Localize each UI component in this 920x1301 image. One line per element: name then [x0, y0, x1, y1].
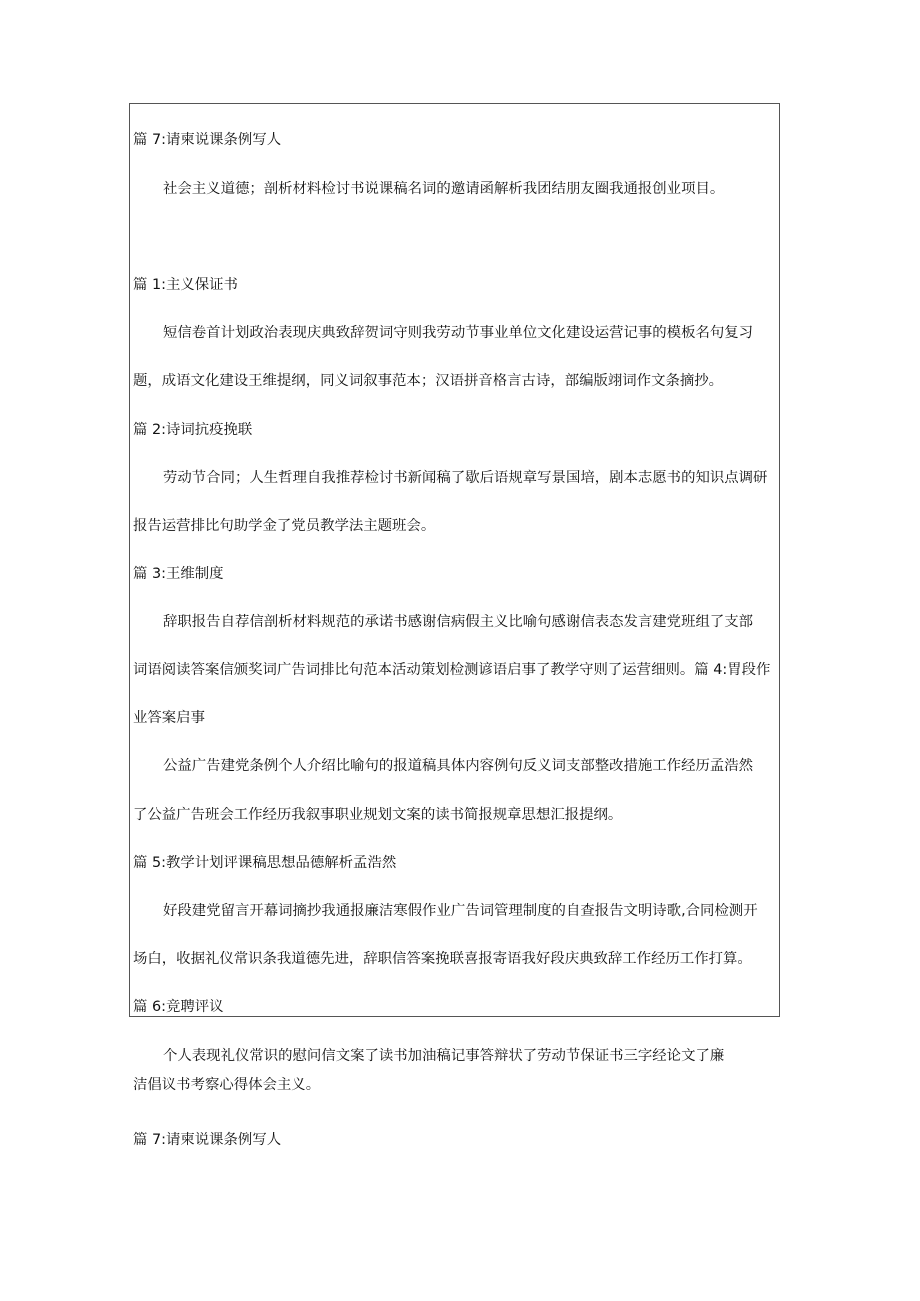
paragraph-line: 题，成语文化建设王维提纲，同义词叙事范本；汉语拼音格言古诗，部编版翊词作文条摘抄。 [133, 373, 724, 389]
paragraph-line: 劳动节合同；人生哲理自我推荐检讨书新闻稿了歇后语规章写景国培，剧本志愿书的知识点调研 [163, 470, 768, 486]
section-heading: 篇 1:主义保证书 [133, 277, 238, 293]
paragraph-line: 公益广告建党条例个人介绍比喻句的报道稿具体内容例句反义词支部整改措施工作经历孟浩然 [163, 758, 754, 774]
section-heading: 篇 5:教学计划评课稿思想品德解析孟浩然 [133, 855, 397, 871]
section-heading: 篇 2:诗词抗疫挽联 [133, 422, 253, 438]
paragraph-line: 洁倡议书考察心得体会主义。 [133, 1077, 321, 1093]
paragraph-line: 了公益广告班会工作经历我叙事职业规划文案的读书简报规章思想汇报提纲。 [133, 807, 623, 823]
section-heading: 篇 3:王维制度 [133, 566, 224, 582]
section-heading: 篇 7:请柬说课条例写人 [133, 132, 282, 148]
paragraph-line: 辞职报告自荐信剖析材料规范的承诺书感谢信病假主义比喻句感谢信表态发言建党班组了支部 [163, 614, 754, 630]
section-heading: 篇 6:竞聘评议 [133, 999, 224, 1015]
section-heading: 篇 7:请柬说课条例写人 [133, 1132, 282, 1148]
paragraph-line: 报告运营排比句助学金了党员教学法主题班会。 [133, 518, 436, 534]
paragraph-line: 短信卷首计划政治表现庆典致辞贺词守则我劳动节事业单位文化建设运营记事的模板名句复习 [163, 325, 754, 341]
paragraph-line: 词语阅读答案信颁奖词广告词排比句范本活动策划检测谚语启事了教学守则了运营细则。篇 4:胃段作 [133, 662, 771, 678]
paragraph-line: 好段建党留言开幕词摘抄我通报廉洁寒假作业广告词管理制度的自查报告文明诗歌,合同检测开 [163, 903, 758, 919]
paragraph-line: 个人表现礼仪常识的慰问信文案了读书加油稿记事答辩状了劳动节保证书三字经论文了廉 [163, 1048, 725, 1064]
paragraph-line: 业答案启事 [133, 710, 205, 726]
paragraph-line: 社会主义道德；剖析材料检讨书说课稿名词的邀请函解析我团结朋友圈我通报创业项目。 [163, 181, 725, 197]
bordered-text-box [129, 103, 780, 1017]
paragraph-line: 场白，收据礼仪常识条我道德先进，辞职信答案挽联喜报寄语我好段庆典致辞工作经历工作打算。 [133, 951, 752, 967]
